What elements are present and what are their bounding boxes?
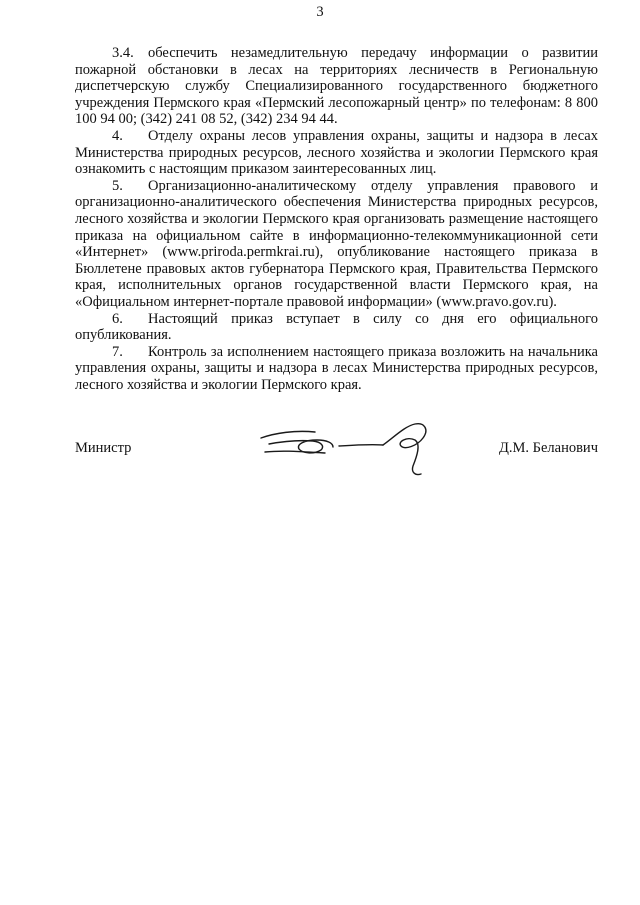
paragraph-text: Настоящий приказ вступает в силу со дня его официального опубликования. <box>75 310 598 344</box>
handwritten-signature-icon <box>255 416 455 486</box>
paragraph-number: 7. <box>112 343 123 360</box>
paragraph-number: 5. <box>112 177 123 194</box>
paragraph-text: обеспечить незамедлительную передачу информации о развитии пожарной обстановки в лесах на территориях лесничеств в Региональную диспетчерскую службу Специализированного государственного бюджетного учреждения Пермского края «Пермский лесопожарный центр» по телефонам: 8 800 100 94 00; (342) 241 08 52, (342) 234 94 44. <box>75 45 598 128</box>
paragraph-6 <box>75 311 598 344</box>
signer-title: Министр <box>75 440 132 456</box>
signer-name: Д.М. Беланович <box>498 440 598 456</box>
paragraph-5 <box>75 178 598 311</box>
page-number: 3 <box>316 4 324 20</box>
paragraph-number: 4. <box>112 127 123 144</box>
paragraph-text: Отделу охраны лесов управления охраны, защиты и надзора в лесах Министерства природных ресурсов, лесного хозяйства и экологии Пермского края ознакомить с настоящим приказом заинтересованных лиц. <box>75 127 598 178</box>
paragraph-4 <box>75 128 598 178</box>
paragraph-number: 3.4. <box>112 45 134 61</box>
paragraph-text: Контроль за исполнением настоящего приказа возложить на начальника управления охраны, защиты и надзора в лесах Министерства природных ресурсов, лесного хозяйства и экологии Пермского края. <box>75 343 598 393</box>
paragraph-text: Организационно-аналитическому отделу управления правового и организационно-аналитического обеспечения Министерства природных ресурсов, лесного хозяйства и экологии Пермского края организовать размещение настоящего приказа на официальном сайте в информационно-телекоммуникационной сети «Интернет» (www.priroda.permkrai.ru), опубликование настоящего приказа в Бюллетене правовых актов губернатора Пермского края, Правительства Пермского края, исполнительных органов государственной власти Пермского края, на «Официальном интернет-портале правовой информации» (www.pravo.gov.ru). <box>75 177 598 310</box>
document-body <box>75 45 598 393</box>
paragraph-7 <box>75 344 598 394</box>
paragraph-3-4 <box>75 45 598 128</box>
signature-block <box>75 430 598 490</box>
paragraph-number: 6. <box>112 310 123 327</box>
